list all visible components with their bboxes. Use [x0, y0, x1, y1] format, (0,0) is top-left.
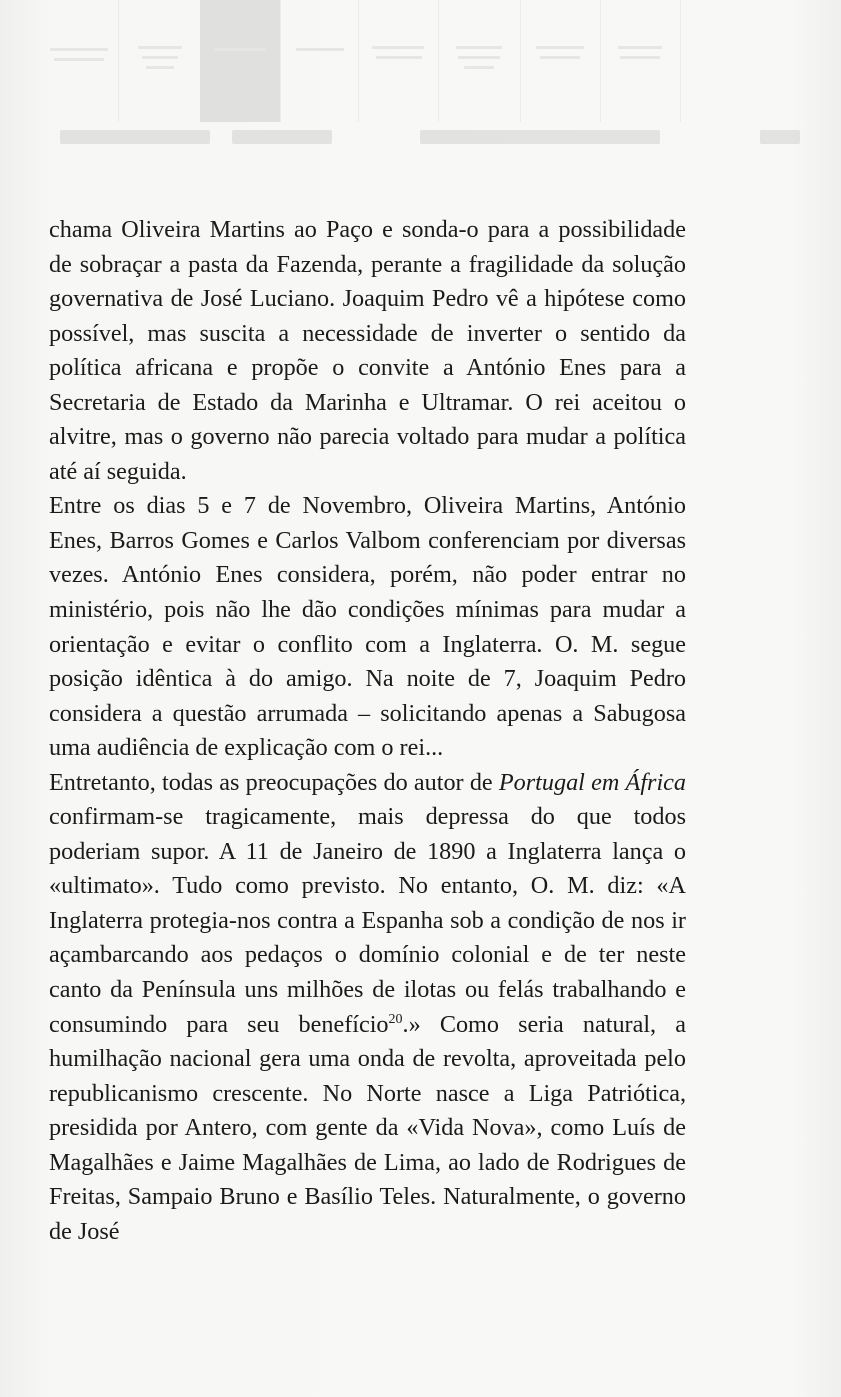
ghost-line — [536, 46, 584, 49]
ghost-line — [458, 56, 500, 59]
ghost-line — [456, 46, 502, 49]
paragraph-1: chama Oliveira Martins ao Paço e sonda-o para a possibilidade de sobraçar a pasta da Fazenda, perante a fragilidade da solução governativa de José Luciano. Joaquim Pedro vê a hipótese como possível, mas suscita a necessidade de inverter o sentido da política africana e propõe o convite a António Enes para a Secretaria de Estado da Marinha e Ultramar. O rei aceitou o alvitre, mas o governo não parecia voltado para mudar a política até aí seguida. — [49, 216, 686, 485]
ghost-line — [464, 66, 494, 69]
ghost-cell — [438, 0, 521, 122]
bleed-through-header — [38, 0, 688, 122]
ghost-running-head — [60, 130, 210, 144]
paragraph-2: Entre os dias 5 e 7 de Novembro, Oliveira Martins, António Enes, Barros Gomes e Carlos Valbom conferenciam por diversas vezes. António Enes considera, porém, não poder entrar no ministério, pois não lhe dão condições mínimas para mudar a orientação e evitar o conflito com a Inglaterra. O. M. segue posição idêntica à do amigo. Na noite de 7, Joaquim Pedro considera a questão arrumada – solicitando apenas a Sabugosa uma audiência de explicação com o rei... — [49, 492, 686, 762]
paragraph-3-part-2: confirmam-se tragicamente, mais depressa do que todos poderiam supor. A 11 de Janeiro de 1890 a Inglaterra lança o «ultimato». Tudo como previsto. No entanto, O. M. diz: «A Inglaterra protegia-nos contra a Espanha sob a condição de nos ir açambarcando aos pedaços o domínio colonial e de ter neste canto da Península uns milhões de ilotas ou felás trabalhando e consumindo para seu benefício — [49, 803, 686, 1038]
ghost-line — [54, 58, 104, 61]
body-text — [49, 213, 686, 1249]
ghost-line — [540, 56, 580, 59]
ghost-line — [372, 46, 424, 49]
ghost-line — [618, 46, 662, 49]
paragraph-3-part-1: Entretanto, todas as preocupações do autor de — [49, 768, 499, 796]
ghost-line — [376, 56, 422, 59]
ghost-running-head — [420, 130, 660, 144]
ghost-cell-dark — [200, 0, 281, 122]
paragraph-3 — [49, 766, 686, 1250]
ghost-line — [142, 56, 178, 59]
paragraph-3-part-3: .» Como seria natural, a humilhação nacional gera uma onda de revolta, aproveitada pelo republicanismo crescente. No Norte nasce a Liga Patriótica, presidida por Antero, com gente da «Vida Nova», como Luís de Magalhães e Jaime Magalhães de Lima, ao lado de Rodrigues de Freitas, Sampaio Bruno e Basílio Teles. Naturalmente, o governo de José — [49, 1010, 686, 1245]
ghost-cell — [358, 0, 439, 122]
ghost-line — [296, 48, 344, 51]
ghost-line — [50, 48, 108, 51]
ghost-line — [214, 48, 266, 51]
ghost-cell — [520, 0, 601, 122]
ghost-line — [620, 56, 660, 59]
ghost-cell — [600, 0, 681, 122]
ghost-running-head — [760, 130, 800, 144]
ghost-cell — [38, 0, 119, 122]
ghost-cell — [118, 0, 201, 122]
footnote-reference[interactable]: 20 — [388, 1011, 403, 1027]
ghost-line — [138, 46, 182, 49]
ghost-cell — [280, 0, 359, 122]
ghost-line — [146, 66, 174, 69]
ghost-running-head — [232, 130, 332, 144]
book-title-italic: Portugal em África — [498, 768, 686, 796]
